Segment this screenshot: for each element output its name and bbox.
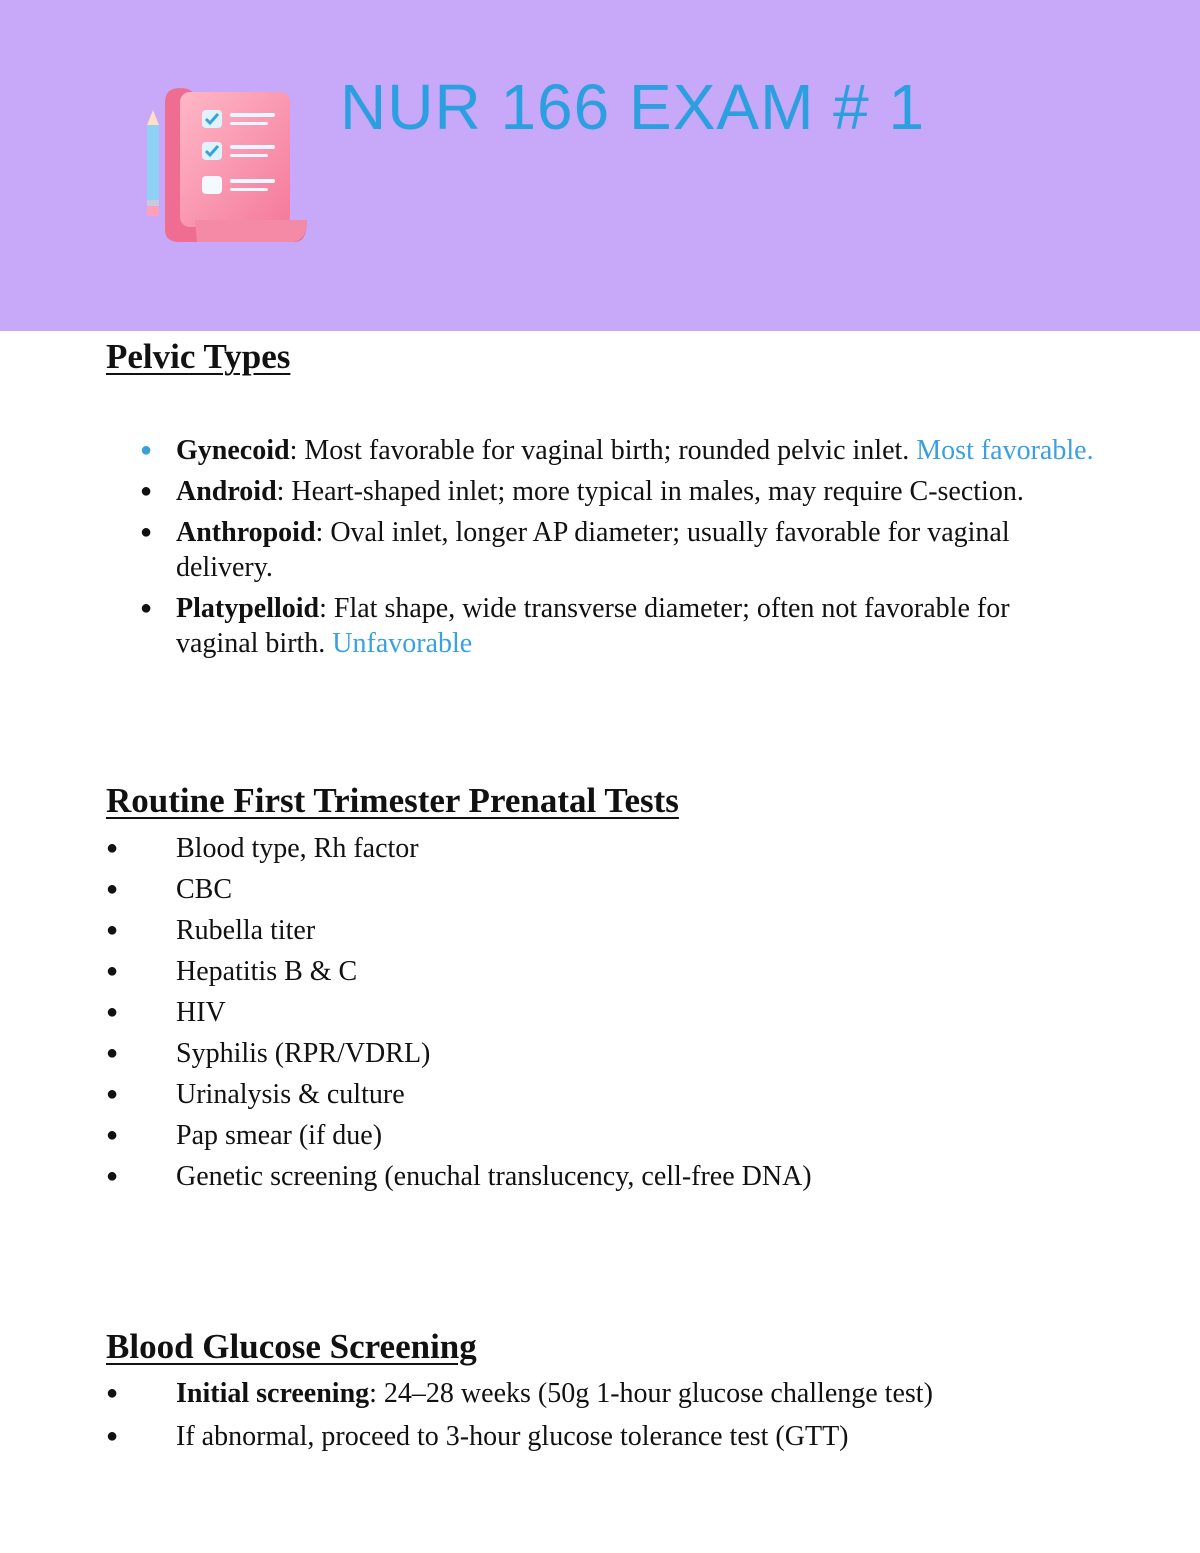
list-item <box>106 1115 1096 1156</box>
term-label: Initial screening <box>176 1378 370 1409</box>
bullet-icon: ● <box>106 1001 119 1023</box>
item-text: Rubella titer <box>176 915 316 946</box>
bullet-icon: ● <box>140 480 153 502</box>
bullet-icon: ● <box>106 919 119 941</box>
item-text: If abnormal, proceed to 3-hour glucose tolerance test (GTT) <box>176 1421 849 1452</box>
pelvic-types-list <box>106 433 1096 667</box>
prenatal-tests-list <box>106 828 1096 1197</box>
bullet-icon: ● <box>140 521 153 543</box>
prenatal-tests-heading: Routine First Trimester Prenatal Tests <box>106 781 679 820</box>
bullet-icon: ● <box>106 1382 119 1404</box>
item-text: Syphilis (RPR/VDRL) <box>176 1038 431 1069</box>
item-note: Unfavorable <box>332 628 473 659</box>
bullet-icon: ● <box>106 960 119 982</box>
list-item <box>106 910 1096 951</box>
bullet-icon: ● <box>106 1425 119 1447</box>
item-text: : Most favorable for vaginal birth; rounded pelvic inlet. <box>289 435 917 466</box>
list-item <box>106 515 1096 585</box>
bullet-icon: ● <box>106 837 119 859</box>
bullet-icon: ● <box>106 1124 119 1146</box>
list-item <box>106 474 1096 509</box>
list-item <box>106 1156 1096 1197</box>
term-label: Platypelloid <box>176 593 320 624</box>
list-item <box>106 1033 1096 1074</box>
item-text: : Heart-shaped inlet; more typical in males, may require C-section. <box>276 476 1024 507</box>
item-note: Most favorable. <box>916 435 1094 466</box>
pelvic-types-heading: Pelvic Types <box>106 337 291 376</box>
term-label: Gynecoid <box>176 435 290 466</box>
bullet-icon: ● <box>140 439 153 461</box>
bullet-icon: ● <box>106 878 119 900</box>
item-text: Pap smear (if due) <box>176 1120 383 1151</box>
item-text: : Flat shape, wide transverse diameter; often not favorable for vaginal birth. <box>176 593 1010 659</box>
item-text: : Oval inlet, longer AP diameter; usually favorable for vaginal delivery. <box>176 517 1010 583</box>
list-item <box>106 992 1096 1033</box>
item-text: HIV <box>176 997 226 1028</box>
bullet-icon: ● <box>106 1165 119 1187</box>
term-label: Android <box>176 476 277 507</box>
item-text: Blood type, Rh factor <box>176 833 419 864</box>
item-text: : 24–28 weeks (50g 1-hour glucose challenge test) <box>369 1378 933 1409</box>
list-item <box>106 1372 1096 1415</box>
bullet-icon: ● <box>140 597 153 619</box>
checklist-scroll-icon <box>135 80 310 250</box>
item-text: CBC <box>176 874 233 905</box>
header-banner <box>0 0 1200 331</box>
list-item <box>106 591 1096 661</box>
glucose-screening-heading: Blood Glucose Screening <box>106 1327 477 1366</box>
list-item <box>106 1415 1096 1458</box>
item-text: Genetic screening (enuchal translucency, cell-free DNA) <box>176 1161 812 1192</box>
list-item <box>106 828 1096 869</box>
document-title: NUR 166 EXAM # 1 <box>340 71 926 143</box>
bullet-icon: ● <box>106 1083 119 1105</box>
list-item <box>106 869 1096 910</box>
item-text: Urinalysis & culture <box>176 1079 405 1110</box>
list-item <box>106 951 1096 992</box>
list-item <box>106 1074 1096 1115</box>
glucose-screening-list <box>106 1372 1096 1458</box>
term-label: Anthropoid <box>176 517 316 548</box>
bullet-icon: ● <box>106 1042 119 1064</box>
item-text: Hepatitis B & C <box>176 956 358 987</box>
list-item <box>106 433 1096 468</box>
